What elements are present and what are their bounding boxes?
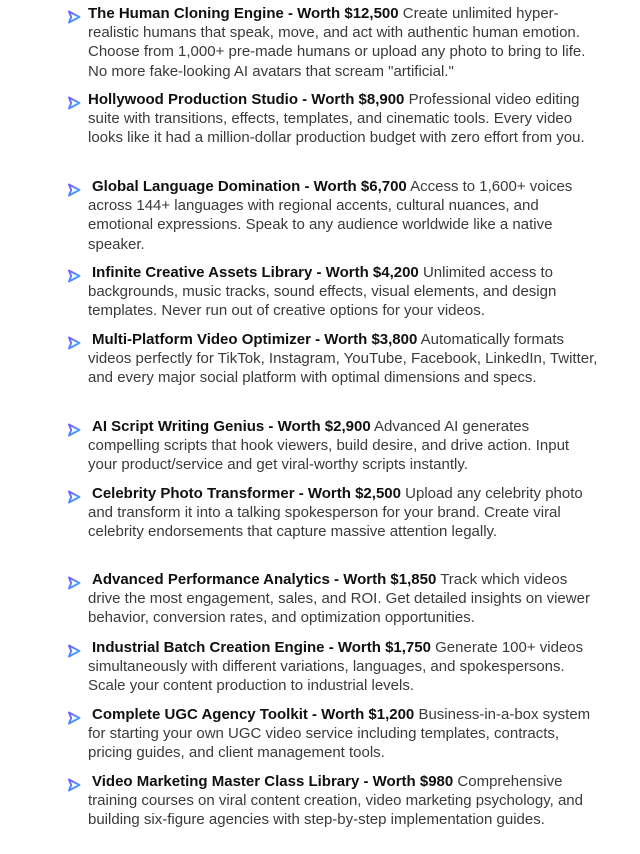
feature-description: Generate 100+ videos simultaneously with different variations, languages, and spokespersons. Scale your content production to industrial levels. — [88, 639, 584, 695]
play-arrow-icon — [66, 575, 82, 591]
feature-title: The Human Cloning Engine - Worth $12,500 — [88, 5, 399, 22]
feature-title: Video Marketing Master Class Library - Worth $980 — [92, 773, 454, 790]
play-arrow-icon — [66, 182, 82, 198]
feature-title: Advanced Performance Analytics - Worth $1,850 — [92, 571, 437, 588]
feature-title: Hollywood Production Studio - Worth $8,900 — [88, 91, 405, 108]
feature-title: AI Script Writing Genius - Worth $2,900 — [92, 418, 371, 435]
feature-title: Industrial Batch Creation Engine - Worth $1,750 — [92, 639, 431, 656]
feature-description: Unlimited access to backgrounds, music tracks, sound effects, visual elements, and design templates. Never run out of creative options for your videos. — [88, 264, 557, 320]
feature-title: Global Language Domination - Worth $6,700 — [92, 178, 407, 195]
play-arrow-icon — [66, 95, 82, 111]
play-arrow-icon — [66, 710, 82, 726]
feature-text — [88, 177, 598, 254]
feature-description: Create unlimited hyper-realistic humans that speak, move, and act with authentic human emotion. Choose from 1,000+ pre-made humans or upload any photo to bring to life. No more fake-looking AI avatars that scream "artificial." — [88, 5, 586, 80]
feature-text — [88, 417, 598, 475]
feature-text — [88, 570, 598, 628]
feature-title: Multi-Platform Video Optimizer - Worth $3,800 — [92, 331, 418, 348]
feature-text — [88, 330, 598, 388]
feature-title: Celebrity Photo Transformer - Worth $2,500 — [92, 485, 401, 502]
feature-description: Automatically formats videos perfectly for TikTok, Instagram, YouTube, Facebook, LinkedIn, Twitter, and every major social platform with optimal dimensions and specs. — [88, 331, 598, 387]
feature-description: Upload any celebrity photo and transform it into a talking spokesperson for your brand. Create viral celebrity endorsements that capture massive attention legally. — [88, 485, 583, 541]
feature-text — [88, 484, 598, 542]
play-arrow-icon — [66, 422, 82, 438]
feature-title: Infinite Creative Assets Library - Worth $4,200 — [92, 264, 419, 281]
play-arrow-icon — [66, 489, 82, 505]
feature-description: Comprehensive training courses on viral content creation, video marketing psychology, and building six-figure agencies with step-by-step implementation guides. — [88, 773, 583, 829]
feature-description: Professional video editing suite with transitions, effects, templates, and cinematic tools. Every video looks like it had a million-dollar production budget with zero effort from you. — [88, 91, 585, 147]
feature-text — [88, 90, 598, 148]
play-arrow-icon — [66, 9, 82, 25]
play-arrow-icon — [66, 643, 82, 659]
play-arrow-icon — [66, 777, 82, 793]
feature-text — [88, 263, 598, 321]
play-arrow-icon — [66, 335, 82, 351]
feature-description: Advanced AI generates compelling scripts that hook viewers, build desire, and drive action. Input your product/service and get viral-worthy scripts instantly. — [88, 418, 570, 474]
feature-description: Business-in-a-box system for starting your own UGC video service including templates, contracts, pricing guides, and client management tools. — [88, 706, 591, 762]
feature-description: Access to 1,600+ voices across 144+ languages with regional accents, cultural nuances, and emotional expressions. Speak to any audience worldwide like a native speaker. — [88, 178, 573, 253]
feature-text — [88, 4, 598, 81]
feature-title: Complete UGC Agency Toolkit - Worth $1,200 — [92, 706, 415, 723]
feature-description: Track which videos drive the most engagement, sales, and ROI. Get detailed insights on viewer behavior, conversion rates, and optimization opportunities. — [88, 571, 590, 627]
play-arrow-icon — [66, 268, 82, 284]
feature-text — [88, 705, 598, 763]
feature-text — [88, 638, 598, 696]
feature-text — [88, 772, 598, 830]
